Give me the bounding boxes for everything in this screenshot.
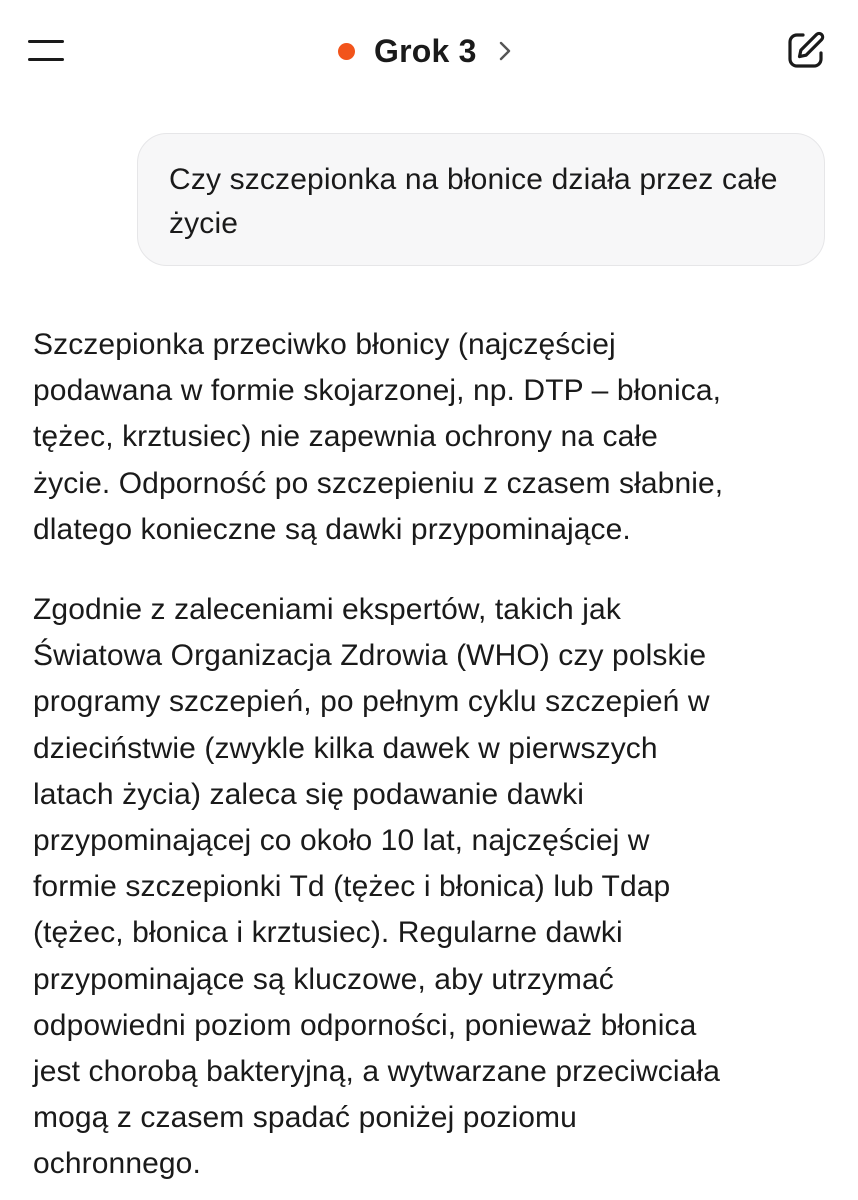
response-line: życie. Odporność po szczepieniu z czasem słabnie, — [33, 466, 724, 500]
response-line: Szczepionka przeciwko błonicy (najczęściej — [33, 328, 616, 361]
response-line: programy szczepień, po pełnym cyklu szczepień w — [33, 685, 710, 719]
user-message-text: Czy szczepionka na błonice działa przez całe życie — [169, 163, 778, 240]
status-dot-icon — [338, 43, 355, 60]
response-line: podawana w formie skojarzonej, np. DTP – błonica, — [33, 374, 722, 408]
response-line: ochronnego. — [33, 1147, 201, 1181]
model-name: Grok 3 — [374, 32, 477, 69]
response-paragraph-2 — [33, 587, 833, 1188]
response-line: Zgodnie z zaleceniami ekspertów, takich jak — [33, 593, 621, 627]
response-line: Światowa Organizacja Zdrowia (WHO) czy polskie — [33, 639, 707, 673]
chevron-right-icon — [497, 40, 513, 62]
assistant-response — [33, 322, 833, 1188]
hamburger-menu-icon[interactable] — [26, 36, 66, 66]
response-line: przypominającej co około 10 lat, najczęściej w — [33, 824, 650, 858]
response-line: jest chorobą bakteryjną, a wytwarzane przeciwciała — [33, 1055, 720, 1089]
new-chat-edit-icon[interactable] — [786, 30, 826, 70]
response-line: dzieciństwie (zwykle kilka dawek w pierwszych — [33, 731, 658, 765]
model-selector[interactable] — [338, 28, 513, 74]
response-line: odpowiedni poziom odporności, ponieważ błonica — [33, 1008, 697, 1042]
response-line: formie szczepionki Td (tężec i błonica) lub Tdap — [33, 870, 671, 904]
response-line: latach życia) zaleca się podawanie dawki — [33, 777, 584, 811]
response-line: przypominające są kluczowe, aby utrzymać — [33, 962, 614, 996]
top-bar — [0, 0, 858, 104]
response-paragraph-1 — [33, 322, 833, 553]
response-line: tężec, krztusiec) nie zapewnia ochrony na całe — [33, 420, 658, 454]
user-message-bubble — [137, 133, 825, 266]
response-line: dlatego konieczne są dawki przypominające. — [33, 512, 631, 546]
response-line: (tężec, błonica i krztusiec). Regularne dawki — [33, 916, 623, 950]
response-line: mogą z czasem spadać poniżej poziomu — [33, 1101, 577, 1135]
